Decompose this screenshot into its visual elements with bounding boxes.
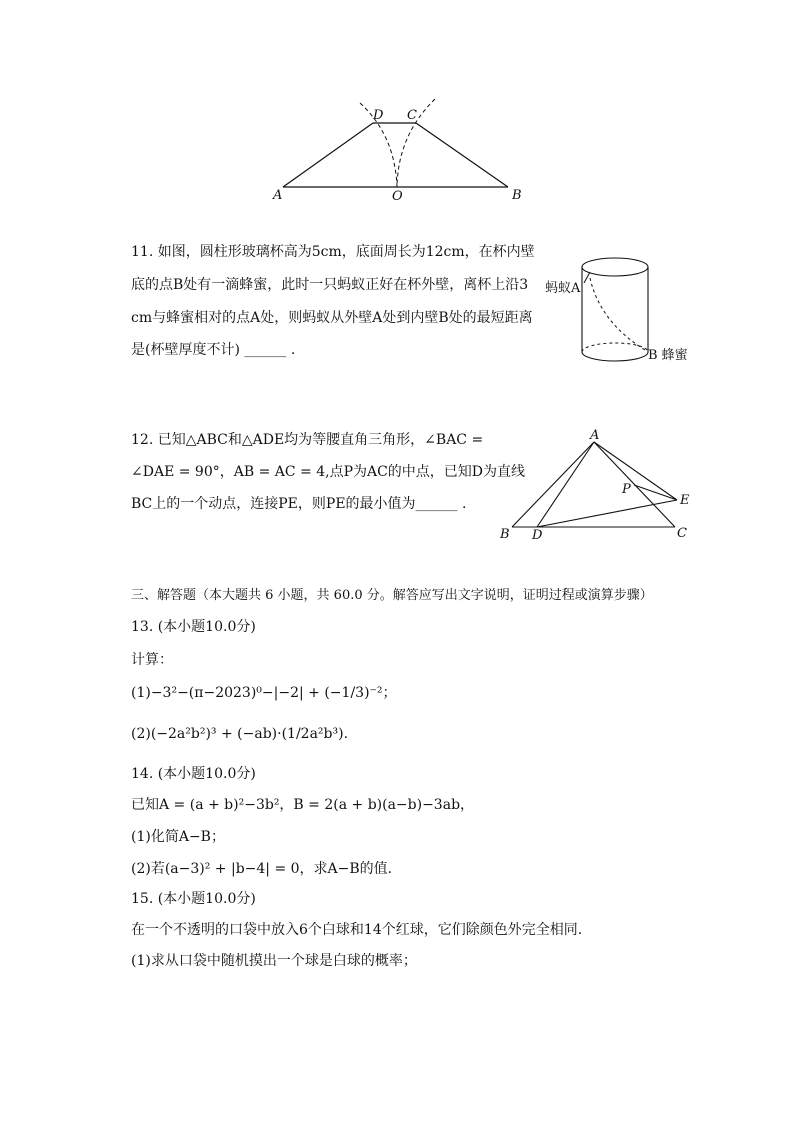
q15-intro: 在一个不透明的口袋中放入6个白球和14个红球，它们除颜色外完全相同. xyxy=(131,922,583,938)
q12-line-1: 12. 已知△ABC和△ADE均为等腰直角三角形，∠BAC = xyxy=(131,432,484,448)
label-honey-B: B 蜂蜜 xyxy=(648,348,688,363)
q14-given: 已知A = (a + b)²−3b²，B = 2(a + b)(a−b)−3ab， xyxy=(131,797,475,813)
q11-line-2: 底的点B处有一滴蜂蜜，此时一只蚂蚁正好在杯外壁，离杯上沿3 xyxy=(131,277,529,293)
section3-heading: 三、解答题（本大题共 6 小题，共 60.0 分。解答应写出文字说明，证明过程或演算步骤） xyxy=(131,588,653,603)
label-A-tri: A xyxy=(590,428,600,443)
q13-part2: (2)(−2a²b²)³ + (−ab)·(1/2a²b³). xyxy=(131,726,349,742)
q15-header: 15. (本小题10.0分) xyxy=(131,891,256,907)
label-O: O xyxy=(392,189,403,204)
label-ant-A: 蚂蚁A xyxy=(545,281,581,296)
label-C: C xyxy=(407,108,417,123)
label-C-tri: C xyxy=(677,526,687,541)
q14-part2: (2)若(a−3)² + |b−4| = 0，求A−B的值. xyxy=(131,861,393,877)
q14-part1: (1)化简A−B； xyxy=(131,829,225,845)
q11-line-4: 是(杯壁厚度不计) ______ . xyxy=(131,342,296,358)
q13-header: 13. (本小题10.0分) xyxy=(131,619,256,635)
q11-line-1: 11. 如图，圆柱形玻璃杯高为5cm，底面周长为12cm，在杯内壁 xyxy=(131,244,535,260)
label-D: D xyxy=(373,108,384,123)
label-E: E xyxy=(680,493,690,508)
label-P: P xyxy=(622,482,631,497)
q12-line-3: BC上的一个动点，连接PE，则PE的最小值为______ . xyxy=(131,496,467,512)
q12-line-2: ∠DAE = 90°，AB = AC = 4,点P为AC的中点，已知D为直线 xyxy=(131,464,526,480)
triangle-figure xyxy=(0,0,794,560)
q13-part1: (1)−3²−(π−2023)⁰−|−2| + (−1/3)⁻²； xyxy=(131,685,397,701)
q14-header: 14. (本小题10.0分) xyxy=(131,766,256,782)
q11-line-3: cm与蜂蜜相对的点A处，则蚂蚁从外壁A处到内壁B处的最短距离 xyxy=(131,310,533,326)
q13-intro: 计算： xyxy=(131,652,173,668)
q15-part1: (1)求从口袋中随机摸出一个球是白球的概率； xyxy=(131,953,417,969)
label-A: A xyxy=(273,188,283,203)
label-D-tri: D xyxy=(532,528,543,543)
label-B: B xyxy=(512,188,522,203)
label-B-tri: B xyxy=(500,527,510,542)
